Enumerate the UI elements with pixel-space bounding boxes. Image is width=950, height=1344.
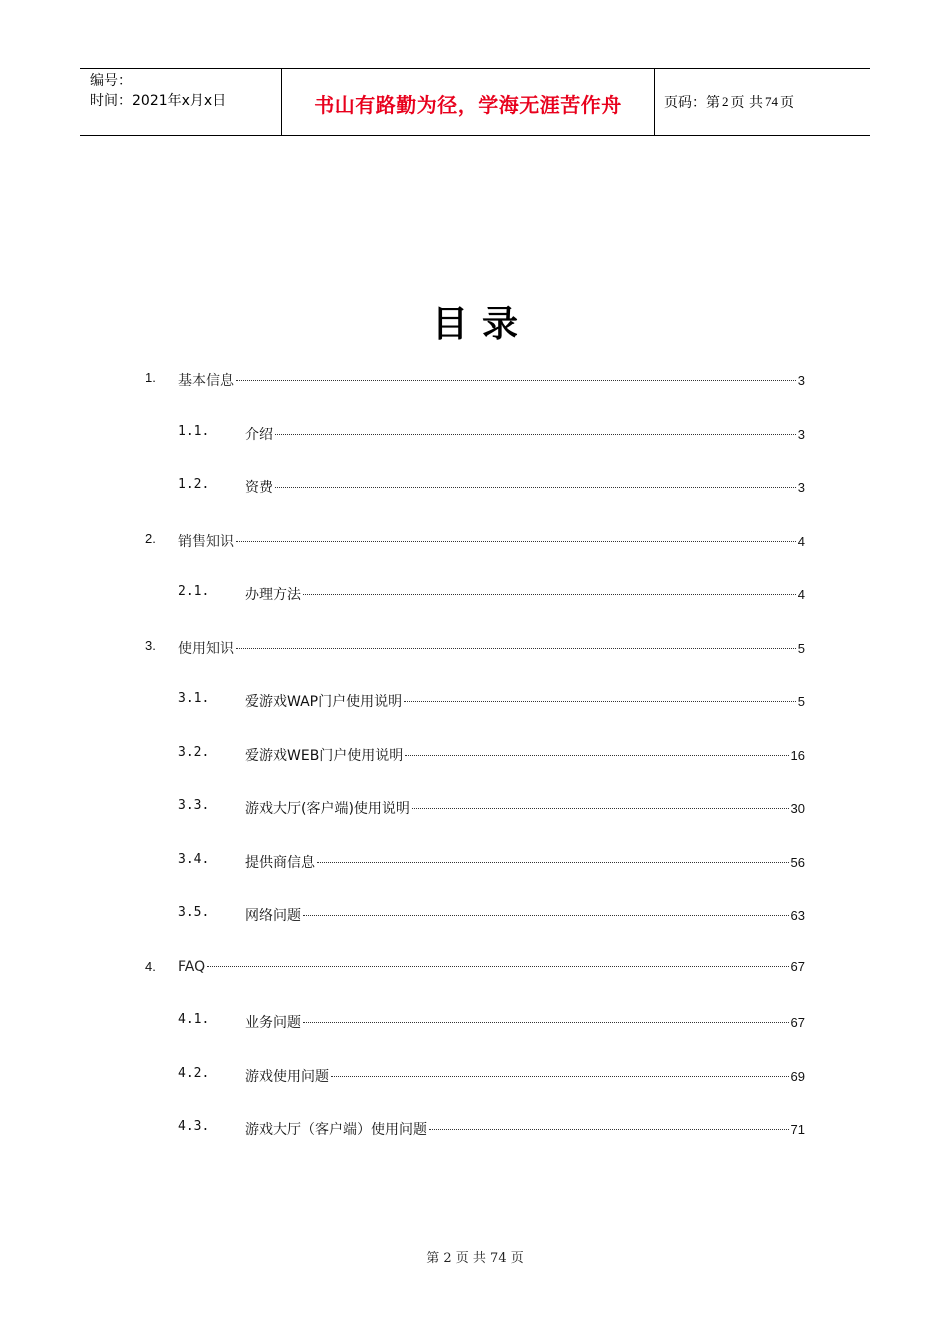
toc-entry[interactable]	[0, 798, 950, 822]
toc-entry-number: 2.1.	[178, 584, 210, 599]
toc-entry-page: 3	[797, 427, 805, 442]
toc-entry-page: 3	[797, 373, 805, 388]
toc-entry-line	[245, 1066, 805, 1086]
toc-entry-page: 71	[790, 1122, 805, 1137]
toc-entry[interactable]	[0, 745, 950, 769]
header-page-total: 74	[764, 94, 778, 109]
toc-entry-line	[245, 584, 805, 604]
toc-entry[interactable]	[0, 1119, 950, 1143]
toc-leader-dots	[331, 1076, 789, 1077]
toc-entry-number: 4.3.	[178, 1119, 210, 1134]
toc-entry-text[interactable]: 爱游戏WAP门户使用说明	[245, 694, 403, 710]
header-meta	[80, 69, 282, 135]
toc-entry-page: 5	[797, 694, 805, 709]
toc-entry-page: 67	[790, 959, 805, 974]
toc-entry[interactable]	[0, 477, 950, 501]
toc-entry-page: 69	[790, 1069, 805, 1084]
toc-entry-text[interactable]: 游戏大厅（客户端）使用问题	[245, 1122, 427, 1138]
toc-entry-text[interactable]: 办理方法	[245, 587, 301, 603]
toc-entry-page: 4	[797, 534, 805, 549]
toc-entry[interactable]	[0, 531, 950, 555]
toc-entry-text[interactable]: 业务问题	[245, 1015, 301, 1031]
toc-leader-dots	[303, 594, 796, 595]
toc-entry-number: 3.3.	[178, 798, 210, 813]
toc-entry[interactable]	[0, 691, 950, 715]
toc-entry-page: 30	[790, 801, 805, 816]
header-page-suffix: 页	[779, 95, 794, 111]
toc-leader-dots	[236, 648, 796, 649]
header-page-current: 2	[722, 94, 729, 109]
header-time-label: 时间：2021年x月x日	[90, 93, 227, 109]
header-page-mid: 页 共	[730, 95, 763, 111]
toc-entry[interactable]	[0, 638, 950, 662]
toc-entry-line	[178, 959, 805, 975]
toc-entry[interactable]	[0, 424, 950, 448]
toc-entry-line	[245, 691, 805, 711]
toc-entry-line	[245, 745, 805, 765]
toc-entry-text[interactable]: 销售知识	[178, 534, 234, 550]
toc-entry-page: 63	[790, 908, 805, 923]
page-header	[80, 68, 870, 136]
toc-entry-number: 4.1.	[178, 1012, 210, 1027]
toc-leader-dots	[429, 1129, 789, 1130]
toc-entry-text[interactable]: 游戏使用问题	[245, 1069, 329, 1085]
toc-entry-text[interactable]: 资费	[245, 480, 273, 496]
toc-entry[interactable]	[0, 1066, 950, 1090]
toc-entry-number: 2.	[145, 531, 156, 546]
toc-leader-dots	[404, 701, 796, 702]
page-footer: 第 2 页 共 74 页	[426, 1251, 524, 1266]
toc-leader-dots	[303, 915, 789, 916]
toc-entry-line	[245, 905, 805, 925]
toc-entry-page: 3	[797, 480, 805, 495]
toc-entry-text[interactable]: 基本信息	[178, 373, 234, 389]
toc-entry-number: 4.	[145, 959, 156, 974]
toc-entry-number: 3.2.	[178, 745, 210, 760]
toc-entry[interactable]	[0, 905, 950, 929]
toc-leader-dots	[236, 541, 796, 542]
toc-entry[interactable]	[0, 370, 950, 394]
toc-entry-line	[178, 370, 805, 390]
toc-leader-dots	[303, 1022, 789, 1023]
toc-leader-dots	[275, 487, 796, 488]
toc-entry-number: 3.	[145, 638, 156, 653]
toc-leader-dots	[412, 808, 789, 809]
toc-entry[interactable]	[0, 852, 950, 876]
toc-entry-number: 4.2.	[178, 1066, 210, 1081]
toc-entry-text[interactable]: 介绍	[245, 427, 273, 443]
toc-entry[interactable]	[0, 1012, 950, 1036]
toc-entry-text[interactable]: FAQ	[178, 959, 206, 975]
toc-entry-number: 3.1.	[178, 691, 210, 706]
toc-entry-line	[178, 531, 805, 551]
toc-entry[interactable]	[0, 584, 950, 608]
toc-entry-text[interactable]: 爱游戏WEB门户使用说明	[245, 748, 404, 764]
toc-entry-number: 1.2.	[178, 477, 210, 492]
toc-entry-line	[245, 852, 805, 872]
toc-entry-page: 67	[790, 1015, 805, 1030]
toc-title: 目录	[431, 303, 532, 345]
toc-entry-text[interactable]: 网络问题	[245, 908, 301, 924]
header-page-prefix: 页码：第	[664, 95, 720, 111]
toc-entry-line	[245, 424, 805, 444]
toc-entry-page: 5	[797, 641, 805, 656]
toc-entry-page: 16	[790, 748, 805, 763]
header-motto: 书山有路勤为径，学海无涯苦作舟	[282, 69, 655, 135]
toc-entry-line	[178, 638, 805, 658]
toc-entry-text[interactable]: 使用知识	[178, 641, 234, 657]
toc-leader-dots	[236, 380, 796, 381]
toc-leader-dots	[317, 862, 789, 863]
toc-entry-line	[245, 798, 805, 818]
toc-leader-dots	[275, 434, 796, 435]
toc-entry-text[interactable]: 提供商信息	[245, 855, 315, 871]
toc-entry-line	[245, 1119, 805, 1139]
toc-entry[interactable]	[0, 959, 950, 983]
toc-entry-number: 3.5.	[178, 905, 210, 920]
toc-entry-number: 1.	[145, 370, 156, 385]
toc-entry-page: 56	[790, 855, 805, 870]
header-page-info	[655, 69, 870, 135]
toc-entry-line	[245, 1012, 805, 1032]
toc-entry-text[interactable]: 游戏大厅(客户端)使用说明	[245, 801, 410, 817]
toc-entry-line	[245, 477, 805, 497]
toc-entry-page: 4	[797, 587, 805, 602]
toc-leader-dots	[207, 966, 788, 967]
toc-leader-dots	[405, 755, 788, 756]
header-number-label: 编号：	[90, 73, 132, 89]
toc-entry-number: 1.1.	[178, 424, 210, 439]
toc-entry-number: 3.4.	[178, 852, 210, 867]
